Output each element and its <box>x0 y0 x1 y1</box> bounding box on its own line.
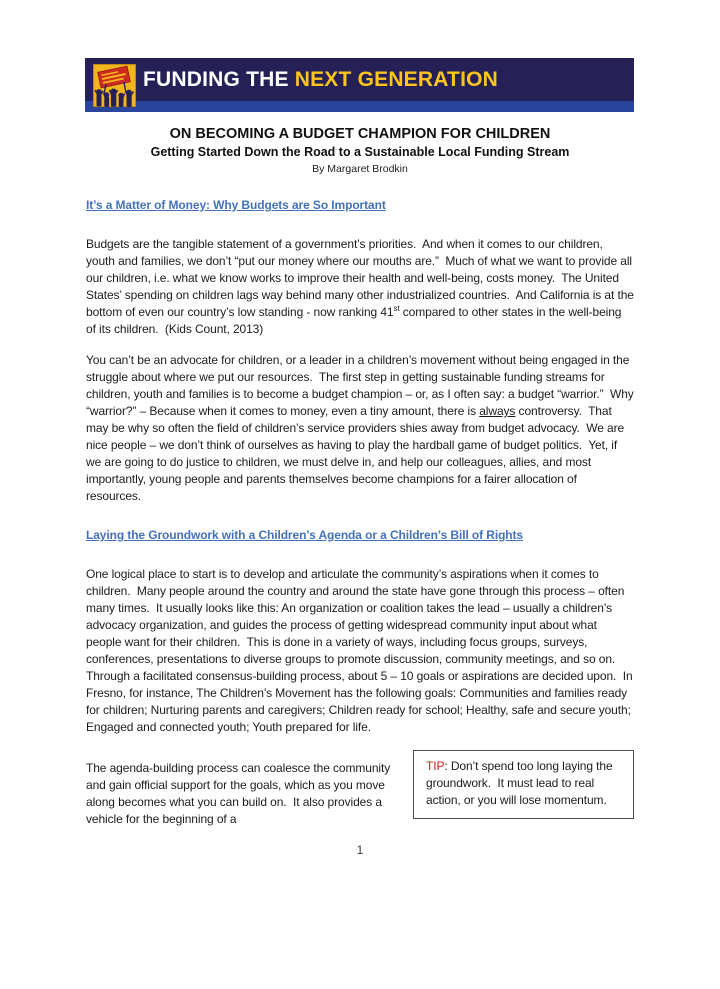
banner-blue-stripe <box>85 101 634 112</box>
paragraph-text: controversy. That may be why so often the field of children’s service providers shies away from budget advocacy. We are nice people – we don’t think of ourselves as having to play the hardball game of budget politics. Yet, if we are going to do justice to children, we must delve in, and help our colleagues, allies, and most importantly, young people and parents themselves become champions for a fairer allocation of resources. <box>86 404 628 503</box>
bottom-row <box>86 750 634 828</box>
document-page <box>0 58 720 989</box>
paragraph-agenda-building: The agenda-building process can coalesce the community and gain official support for the goals, which as you move along becomes what you can build on. It also provides a vehicle for the beginning of a <box>86 761 394 826</box>
section-heading-matter-of-money: It’s a Matter of Money: Why Budgets are So Important <box>86 198 386 212</box>
brand-text-funding-the: FUNDING THE <box>143 67 295 91</box>
paragraph-text: You can’t be an advocate for children, or a leader in a children’s movement without being engaged in the struggle about where we put our resources. The first step in getting sustainable funding streams for children, youth and families is to become a budget champion – or, as I often say: a budget “warrior.” Why “warrior?” – Because when it comes to money, even a tiny amount, there is <box>86 353 637 418</box>
brand-text-next-generation: NEXT GENERATION <box>294 67 499 91</box>
paragraph-budget-champion <box>86 352 637 505</box>
section-heading-laying-groundwork: Laying the Groundwork with a Children’s Agenda or a Children’s Bill of Rights <box>86 528 523 542</box>
banner-brand-title <box>143 58 498 101</box>
underlined-word-always: always <box>479 404 516 418</box>
document-byline: By Margaret Brodkin <box>312 163 408 175</box>
paragraph-childrens-agenda: One logical place to start is to develop and articulate the community’s aspirations when it comes to children. Many people around the country and around the state have gone through this process – often many times. It usually looks like this: An organization or coalition takes the lead – usually a children’s advocacy organization, and guides the process of getting widespread community input about what people want for their children. This is done in a variety of ways, including focus groups, surveys, conferences, presentations to diverse groups to promote discussion, community meetings, and so on. Through a facilitated consensus-building process, about 5 – 10 goals or aspirations are decided upon. In Fresno, for instance, The Children’s Movement has the following goals: Communities and families ready for children; Nurturing parents and caregivers; Children ready for school; Healthy, safe and secure youth; Engaged and connected youth; Youth prepared for life. <box>86 567 636 734</box>
tip-callout-box <box>413 750 634 819</box>
document-title: ON BECOMING A BUDGET CHAMPION FOR CHILDREN <box>169 126 551 142</box>
document-content <box>86 126 638 857</box>
paragraph-text: Budgets are the tangible statement of a government’s priorities. And when it comes to our children, youth and families, we don’t “put our money where our mouths are.” Much of what we want to provide all our children, i.e. what we know works to improve their health and well-being, costs money. The United States’ spending on children lags way behind many other industrialized countries. And California is at the bottom of even our country’s low standing - now ranking 41 <box>86 237 638 319</box>
document-subtitle: Getting Started Down the Road to a Sustainable Local Funding Stream <box>150 145 570 159</box>
funding-next-generation-logo-icon <box>93 64 136 107</box>
paragraph-text: compared to other states in the well-being of its children. (Kids Count, 2013) <box>86 305 625 336</box>
page-number: 1 <box>356 845 364 857</box>
superscript-ordinal: st <box>393 304 400 313</box>
tip-text: : Don’t spend too long laying the groundwork. It must lead to real action, or you will lose momentum. <box>426 759 616 807</box>
brand-banner <box>85 58 634 112</box>
tip-label: TIP <box>426 759 445 773</box>
paragraph-budgets-priorities <box>86 236 638 338</box>
